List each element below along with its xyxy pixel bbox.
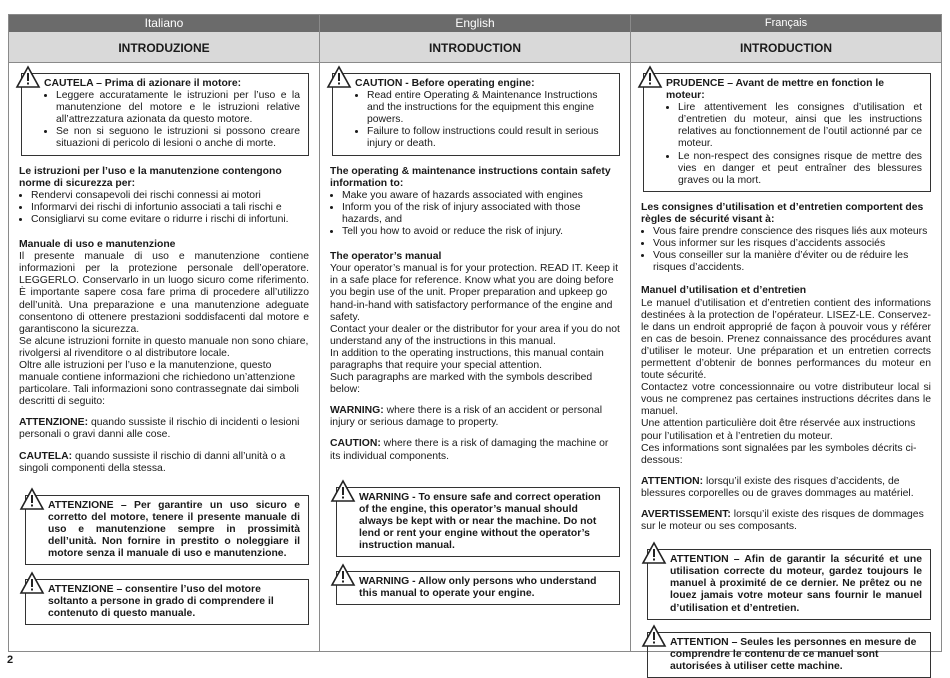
purpose-item: • Make you aware of hazards associated with engines — [342, 190, 620, 202]
caution-label: CAUTELA: — [19, 450, 73, 462]
caution-item: • Failure to follow instructions could result in serious injury or death. — [367, 126, 611, 150]
warning-box — [336, 487, 620, 557]
purpose-item: • Consigliarvi su come evitare o ridurre i rischi di infortuni. — [31, 214, 309, 226]
column-italian — [9, 15, 320, 651]
caution-item: • Leggere accuratamente le istruzioni per l’uso e la manutenzione del motore e le istruzioni relative all’attrezzatura azionata da questo motore. — [56, 90, 300, 126]
warning-box — [25, 579, 309, 625]
page-number: 2 — [7, 654, 14, 666]
warning-triangle-icon — [331, 480, 355, 502]
warning-box — [647, 632, 931, 678]
caution-definition — [641, 509, 931, 533]
warning-text: quando sussiste il rischio di incidenti o lesioni personali o gravi danni alle cose. — [19, 417, 300, 441]
purpose-heading: Les consignes d’utilisation et d’entretien comportent des règles de sécurité visant à: — [641, 201, 924, 225]
section-title: INTRODUZIONE — [9, 32, 319, 63]
warning-text: where there is a risk of an accident or personal injury or serious damage to property. — [330, 405, 603, 429]
caution-title: PRUDENCE – Avant de mettre en fonction le moteur: — [666, 78, 885, 102]
caution-box — [643, 73, 931, 192]
warning-triangle-icon — [331, 564, 355, 586]
caution-title: CAUTION - Before operating engine: — [355, 78, 535, 89]
column-english — [320, 15, 631, 651]
caution-item: • Le non-respect des consignes risque de mettre des vies en danger et peut entraîner des blessures graves ou la mort. — [678, 151, 922, 187]
language-header: English — [320, 15, 630, 32]
manual-paragraph: Il presente manuale di uso e manutenzione contiene informazioni per la protezione personale dell’operatore. LEGGERLO. Conservarlo in un luogo sicuro come riferimento. È importante sapere cosa fare prima di procedere all’utilizzo dell’unità. Una preparazione e una manutenzione adeguate consentono di ottenere prestazioni soddisfacenti dal motore e garantiscono la sicurezza. — [19, 251, 309, 335]
purpose-item: • Vous conseiller sur la manière d’éviter ou de réduire les risques d’accidents. — [653, 250, 931, 274]
manual-paragraph: In addition to the operating instructions, this manual contain paragraphs that require your special attention. — [330, 347, 604, 371]
manual-paragraph: Ces informations sont signalées par les symboles décrits ci-dessous: — [641, 442, 917, 466]
language-header: Français — [631, 15, 941, 32]
warning-box-text: WARNING - To ensure safe and correct operation of the engine, this operator’s manual should always be kept with or near the machine. Do not lend or rent your engine without the operator’s instruction manual. — [359, 491, 601, 551]
caution-text: where there is a risk of damaging the machine or its individual components. — [330, 438, 609, 462]
purpose-item: • Tell you how to avoid or reduce the risk of injury. — [342, 226, 620, 238]
caution-definition — [330, 438, 620, 462]
manual-paragraph: Une attention particulière doit être réservée aux instructions pour l’utilisation et à l’entretien du moteur. — [641, 418, 916, 442]
warning-box-text: ATTENTION – Afin de garantir la sécurité et une utilisation correcte du moteur, gardez toujours le manuel à proximité de ce dernier. Ne prêtez ou ne louez jamais votre moteur sans fournir le manuel d’utilisation et d’entretien. — [670, 554, 922, 614]
warning-triangle-icon — [327, 66, 351, 88]
manual-paragraph: Contactez votre concessionnaire ou votre distributeur local si vous ne comprenez pas certaines instructions décrites dans le manuel. — [641, 382, 931, 418]
warning-definition — [330, 405, 620, 429]
manual-heading: Manuel d’utilisation et d’entretien — [641, 285, 807, 297]
language-header: Italiano — [9, 15, 319, 32]
manual-page — [8, 14, 942, 672]
warning-triangle-icon — [16, 66, 40, 88]
warning-definition — [19, 417, 309, 441]
caution-item: • Se non si seguono le istruzioni si possono creare situazioni di pericolo di lesioni o anche di morte. — [56, 126, 300, 150]
warning-label: ATTENTION: — [641, 475, 704, 487]
column-french — [631, 15, 941, 672]
purpose-item: • Rendervi consapevoli dei rischi connessi ai motori — [31, 190, 309, 202]
purpose-heading: Le istruzioni per l’uso e la manutenzione contengono norme di sicurezza per: — [19, 165, 282, 189]
warning-box-text: ATTENZIONE – consentire l’uso del motore soltanto a persone in grado di comprendere il contenuto di questo manuale. — [48, 584, 274, 620]
purpose-heading: The operating & maintenance instructions contain safety information to: — [330, 165, 611, 189]
caution-item: • Lire attentivement les consignes d’utilisation et d’entretien du moteur, ainsi que les instructions relatives au fonctionnement de l’outil actionné par ce moteur. — [678, 102, 922, 150]
warning-box-text: ATTENTION – Seules les personnes en mesure de comprendre le contenu de ce manuel sont autorisées à utiliser cette machine. — [670, 636, 917, 672]
caution-definition — [19, 451, 309, 475]
warning-triangle-icon — [642, 625, 666, 647]
warning-box-text: WARNING - Allow only persons who understand this manual to operate your engine. — [359, 576, 597, 600]
caution-box — [332, 73, 620, 156]
warning-box — [336, 571, 620, 605]
manual-paragraph: Se alcune istruzioni fornite in questo manuale non sono chiare, rivolgersi al rivenditore o al distributore locale. — [19, 335, 309, 359]
caution-label: CAUTION: — [330, 438, 381, 450]
warning-label: WARNING: — [330, 405, 384, 417]
manual-paragraph: Your operator’s manual is for your protection. READ IT. Keep it in a safe place for reference. Know what you are doing before you begin use of the unit. Proper preparation and upkeep go hand-in-hand with satisfactory performance of the engine and safety. — [330, 263, 619, 323]
warning-box — [647, 549, 931, 619]
purpose-item: • Informarvi dei rischi di infortunio associati a tali rischi e — [31, 202, 309, 214]
warning-triangle-icon — [638, 66, 662, 88]
warning-box-text: ATTENZIONE – Per garantire un uso sicuro e corretto del motore, tenere il presente manuale di uso e manutenzione sempre in prossimità dell’unità. Non fornire in prestito o noleggiare il motore senza il manuale di uso e manutenzione. — [48, 499, 300, 560]
caution-label: AVERTISSEMENT: — [641, 509, 731, 520]
caution-title: CAUTELA – Prima di azionare il motore: — [44, 78, 242, 89]
caution-item: • Read entire Operating & Maintenance Instructions and the instructions for the equipment this engine powers. — [367, 90, 611, 126]
warning-triangle-icon — [20, 572, 44, 594]
manual-paragraph: Oltre alle istruzioni per l’uso e la manutenzione, questo manuale contiene informazioni che richiedono un’attenzione particolare. Tali informazioni sono contrassegnate dai simboli descritti di seguito: — [19, 359, 299, 408]
purpose-item: • Inform you of the risk of injury associated with those hazards, and — [342, 202, 620, 226]
purpose-item: • Vous faire prendre conscience des risques liés aux moteurs — [653, 226, 931, 238]
caution-box — [21, 73, 309, 156]
warning-triangle-icon — [20, 488, 44, 510]
section-title: INTRODUCTION — [631, 32, 941, 63]
warning-triangle-icon — [642, 542, 666, 564]
warning-text: lorsqu’il existe des risques d’accidents, de blessures corporelles ou de graves dommages au matériel. — [641, 475, 914, 499]
warning-label: ATTENZIONE: — [19, 417, 89, 429]
section-title: INTRODUCTION — [320, 32, 630, 63]
manual-heading: Manuale di uso e manutenzione — [19, 239, 176, 251]
manual-heading: The operator’s manual — [330, 251, 442, 263]
purpose-item: • Vous informer sur les risques d’accidents associés — [653, 238, 931, 250]
warning-definition — [641, 476, 931, 500]
manual-paragraph: Contact your dealer or the distributor for your area if you do not understand any of the instructions in this manual. — [330, 323, 620, 347]
warning-box — [25, 495, 309, 565]
manual-paragraph: Le manuel d’utilisation et d’entretien contient des informations destinées à la protection de l’opérateur. LISEZ-LE. Conservez-le dans un endroit approprié de façon à pouvoir vous y référer en cas de besoin. Prenez connaissance des procédures avant d’utiliser le moteur. Une préparation et un entretien corrects permettent d’obtenir de bonnes performances du moteur en toute sécurité. — [641, 297, 931, 382]
manual-paragraph: Such paragraphs are marked with the symbols described below: — [330, 372, 593, 396]
caution-text: lorsqu’il existe des risques de dommages sur le moteur ou ses composants. — [641, 509, 924, 533]
caution-text: quando sussiste il rischio di danni all’unità o a singoli componenti della stessa. — [19, 450, 286, 474]
